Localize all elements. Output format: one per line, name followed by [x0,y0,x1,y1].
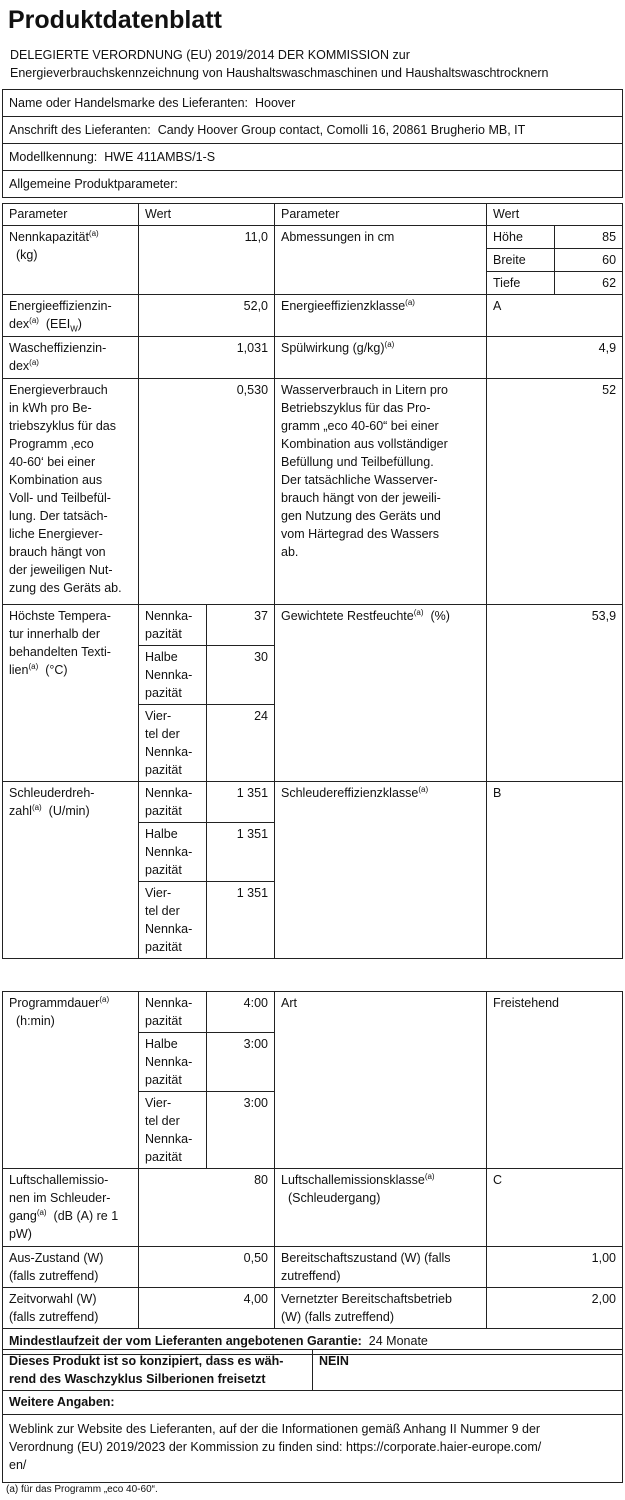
temp-full-label-line: pazität [145,627,182,641]
art-value: Freistehend [487,992,623,1169]
moisture-label: Gewichtete Restfeuchte [281,609,414,623]
temp-line: Höchste Tempera- [9,609,111,623]
spin-line: Schleuderdreh- [9,786,95,800]
energy-line: Programm ‚eco [9,437,94,451]
spin-half-label-line: pazität [145,863,182,877]
eei-value: 52,0 [139,295,275,337]
spin-half-value: 1 351 [207,823,275,882]
water-line: Wasserverbrauch in Litern pro [281,383,448,397]
footnote-marker: (a) [88,228,99,238]
depth-label: Tiefe [487,272,555,295]
temp-full-label [139,605,207,646]
water-line: ab. [281,545,299,559]
footnote-marker: (a) [31,802,42,812]
temp-half-value: 30 [207,646,275,705]
intro-line-2: Energieverbrauchskennzeichnung von Haushaltswaschmaschinen und Haushaltswaschtrocknern [10,66,549,80]
eclass-value: A [487,295,623,337]
spin-half-label [139,823,207,882]
eei-unit-close: ) [77,317,82,331]
supplier-name-row [3,90,623,117]
moisture-unit: (%) [430,609,450,623]
noise-unit: (dB (A) re 1 [53,1209,119,1223]
energy-line: lung. Der tatsäch- [9,509,108,523]
networked-label [275,1288,487,1329]
capacity-label: Nennkapazität [9,230,89,244]
art-label: Art [275,992,487,1169]
header-value: Wert [139,204,275,226]
off-value: 0,50 [139,1247,275,1288]
model-value: HWE 411AMBS/1-S [104,150,216,164]
off-line: (falls zutreffend) [9,1269,99,1283]
eei-label-2: dex [9,317,30,331]
water-line: Kombination aus vollständiger [281,437,448,451]
temp-line: tur innerhalb der [9,627,101,641]
noiseclass-label-cell [275,1169,487,1247]
spin-half-label-line: Halbe [145,827,178,841]
water-label [275,379,487,605]
water-line: Betriebszyklus für das Pro- [281,401,431,415]
intro-line-1: DELEGIERTE VERORDNUNG (EU) 2019/2014 DER KOMMISSION zur [10,48,410,62]
spin-quarter-label [139,882,207,959]
spin-full-label [139,782,207,823]
wash-value: 1,031 [139,337,275,379]
spinclass-label-cell [275,782,487,959]
footnote-marker: (a) [29,315,39,325]
temp-full-label-line: Nennka- [145,609,193,623]
header-parameter-2: Parameter [275,204,487,226]
temp-half-label [139,646,207,705]
eclass-label-cell [275,295,487,337]
rinse-label: Spülwirkung (g/kg) [281,341,385,355]
temp-half-label-line: Halbe [145,650,178,664]
energy-line: in kWh pro Be- [9,401,92,415]
footnote-marker: (a) [424,1171,435,1181]
width-label: Breite [487,249,555,272]
further-line: en/ [9,1458,27,1472]
silver-line: rend des Waschzyklus Silberionen freisetzt [9,1372,266,1386]
model-label: Modellkennung: [9,150,98,164]
spin-half-label-line: Nennka- [145,845,193,859]
warranty-label: Mindestlaufzeit der vom Lieferanten angebotenen Garantie: [9,1334,362,1348]
spin-quarter-label-line: Nennka- [145,922,193,936]
temp-half-label-line: Nennka- [145,668,193,682]
temp-label [3,605,139,782]
duration-unit: (h:min) [15,1014,55,1028]
duration-half-label-line: pazität [145,1073,182,1087]
noise-value: 80 [139,1169,275,1247]
noise-label [3,1169,139,1247]
depth-value: 62 [555,272,623,295]
eei-label-cell [3,295,139,337]
duration-quarter-label-line: tel der [145,1114,180,1128]
width-value: 60 [555,249,623,272]
networked-value: 2,00 [487,1288,623,1329]
temp-quarter-label-line: tel der [145,727,180,741]
spin-full-value: 1 351 [207,782,275,823]
energy-line: der jeweiligen Nut- [9,563,113,577]
footnote-marker: (a) [384,339,395,349]
supplier-address-label: Anschrift des Lieferanten: [9,123,151,137]
wash-label: Wascheffizienzin- [9,341,107,355]
energy-line: Voll- und Teilbefül- [9,491,111,505]
further-line: Verordnung (EU) 2019/2023 der Kommission zu finden sind: https://corporate.haier-europe.com/ [9,1440,542,1454]
footnote [6,1484,158,1495]
rinse-value: 4,9 [487,337,623,379]
noise-line: Luftschallemissio- [9,1173,109,1187]
spin-full-label-line: Nennka- [145,786,193,800]
temp-quarter-label-line: Nennka- [145,745,193,759]
capacity-value: 11,0 [139,226,275,295]
standby-line: zutreffend) [281,1269,341,1283]
eei-unit-sub: W [70,324,78,334]
capacity-label-cell [3,226,139,295]
header-value-2: Wert [487,204,623,226]
eei-label: Energieeffizienzin- [9,299,112,313]
duration-half-value: 3:00 [207,1033,275,1092]
spinclass-value: B [487,782,623,959]
duration-quarter-label-line: Nennka- [145,1132,193,1146]
noise-line: gang [9,1209,37,1223]
energy-line: brauch hängt von [9,545,106,559]
duration-full-label-line: Nennka- [145,996,193,1010]
temp-line: lien [9,663,29,677]
duration-half-label-line: Halbe [145,1037,178,1051]
temp-line: behandelten Texti- [9,645,111,659]
spin-quarter-label-line: pazität [145,940,182,954]
silver-value: NEIN [313,1350,623,1391]
water-line: brauch hängt von der jeweili- [281,491,441,505]
spin-quarter-value: 1 351 [207,882,275,959]
water-line: vom Härtegrad des Wassers [281,527,439,541]
footnote-marker: (a) [36,1207,47,1217]
footnote-marker: (a) [405,297,415,307]
energy-value: 0,530 [139,379,275,605]
water-line: gen Nutzung des Geräts und [281,509,441,523]
supplier-name-value: Hoover [254,96,296,110]
water-value: 52 [487,379,623,605]
dimensions-label: Abmessungen in cm [275,226,487,295]
temp-quarter-label-line: pazität [145,763,182,777]
further-label: Weitere Angaben: [3,1391,623,1415]
spinclass-label: Schleudereffizienzklasse [281,786,419,800]
duration-full-label [139,992,207,1033]
duration-quarter-label-line: Vier- [145,1096,172,1110]
delay-label [3,1288,139,1329]
delay-value: 4,00 [139,1288,275,1329]
noise-line: nen im Schleuder- [9,1191,111,1205]
water-line: Befüllung und Teilbefüllung. [281,455,434,469]
footnote-marker: (a) [28,661,39,671]
duration-quarter-label [139,1092,207,1169]
footnote-marker: (a) [418,784,429,794]
delay-line: Zeitvorwahl (W) [9,1292,97,1306]
eei-unit: (EEI [45,317,71,331]
silver-line: Dieses Produkt ist so konzipiert, dass es wäh- [9,1354,284,1368]
supplier-table [2,89,623,198]
header-parameter: Parameter [3,204,139,226]
temp-quarter-label-line: Vier- [145,709,172,723]
supplier-address-value: Candy Hoover Group contact, Comolli 16, 20861 Brugherio MB, IT [157,123,526,137]
duration-label-cell [3,992,139,1169]
spin-line: zahl [9,804,32,818]
duration-half-label-line: Nennka- [145,1055,193,1069]
params-table-2 [2,991,623,1355]
networked-line: (W) (falls zutreffend) [281,1310,394,1324]
spin-label [3,782,139,959]
duration-half-label [139,1033,207,1092]
footnote-marker: (a) [413,607,424,617]
height-value: 85 [555,226,623,249]
noiseclass-unit: (Schleudergang) [287,1191,381,1205]
duration-label: Programmdauer [9,996,100,1010]
height-label: Höhe [487,226,555,249]
moisture-label-cell [275,605,487,782]
supplier-name-label: Name oder Handelsmarke des Lieferanten: [9,96,249,110]
temp-full-value: 37 [207,605,275,646]
noiseclass-value: C [487,1169,623,1247]
footnote-marker: (a) [6,1484,19,1495]
noise-line: pW) [9,1227,32,1241]
duration-full-value: 4:00 [207,992,275,1033]
spin-quarter-label-line: tel der [145,904,180,918]
wash-label-cell [3,337,139,379]
capacity-unit: (kg) [15,248,38,262]
noiseclass-label: Luftschallemissionsklasse [281,1173,425,1187]
energy-label [3,379,139,605]
energy-line: 40-60‘ bei einer [9,455,96,469]
standby-line: Bereitschaftszustand (W) (falls [281,1251,451,1265]
regulation-intro [10,46,615,82]
water-line: Der tatsächliche Wasserver- [281,473,438,487]
duration-quarter-value: 3:00 [207,1092,275,1169]
off-label [3,1247,139,1288]
further-line: Weblink zur Website des Lieferanten, auf der die Informationen gemäß Anhang II Nummer 9 der [9,1422,541,1436]
temp-quarter-label [139,705,207,782]
footnote-marker: (a) [29,357,39,367]
model-row [3,144,623,171]
general-params-row [3,171,623,198]
energy-line: Energieverbrauch [9,383,108,397]
temp-quarter-value: 24 [207,705,275,782]
duration-quarter-label-line: pazität [145,1150,182,1164]
spin-full-label-line: pazität [145,804,182,818]
params-table-1 [2,203,623,959]
further-info [3,1415,623,1483]
standby-label [275,1247,487,1288]
temp-unit: (°C) [45,663,68,677]
footnote-marker: (a) [99,994,110,1004]
wash-label-2: dex [9,359,30,373]
silver-label [3,1350,313,1391]
water-line: gramm „eco 40-60“ bei einer [281,419,439,433]
footnote-text: für das Programm „eco 40-60“. [21,1484,158,1495]
supplier-address-row [3,117,623,144]
general-params-label: Allgemeine Produktparameter: [9,177,178,191]
delay-line: (falls zutreffend) [9,1310,99,1324]
page-title: Produktdatenblatt [8,6,222,34]
duration-full-label-line: pazität [145,1014,182,1028]
warranty-value: 24 Monate [368,1334,428,1348]
spin-quarter-label-line: Vier- [145,886,172,900]
eclass-label: Energieeffizienzklasse [281,299,406,313]
temp-half-label-line: pazität [145,686,182,700]
rinse-label-cell [275,337,487,379]
moisture-value: 53,9 [487,605,623,782]
off-line: Aus-Zustand (W) [9,1251,104,1265]
silver-table [2,1349,623,1483]
energy-line: triebszyklus für das [9,419,116,433]
energy-line: Kombination aus [9,473,103,487]
networked-line: Vernetzter Bereitschaftsbetrieb [281,1292,452,1306]
spin-unit: (U/min) [48,804,90,818]
energy-line: zung des Geräts ab. [9,581,122,595]
standby-value: 1,00 [487,1247,623,1288]
energy-line: liche Energiever- [9,527,103,541]
